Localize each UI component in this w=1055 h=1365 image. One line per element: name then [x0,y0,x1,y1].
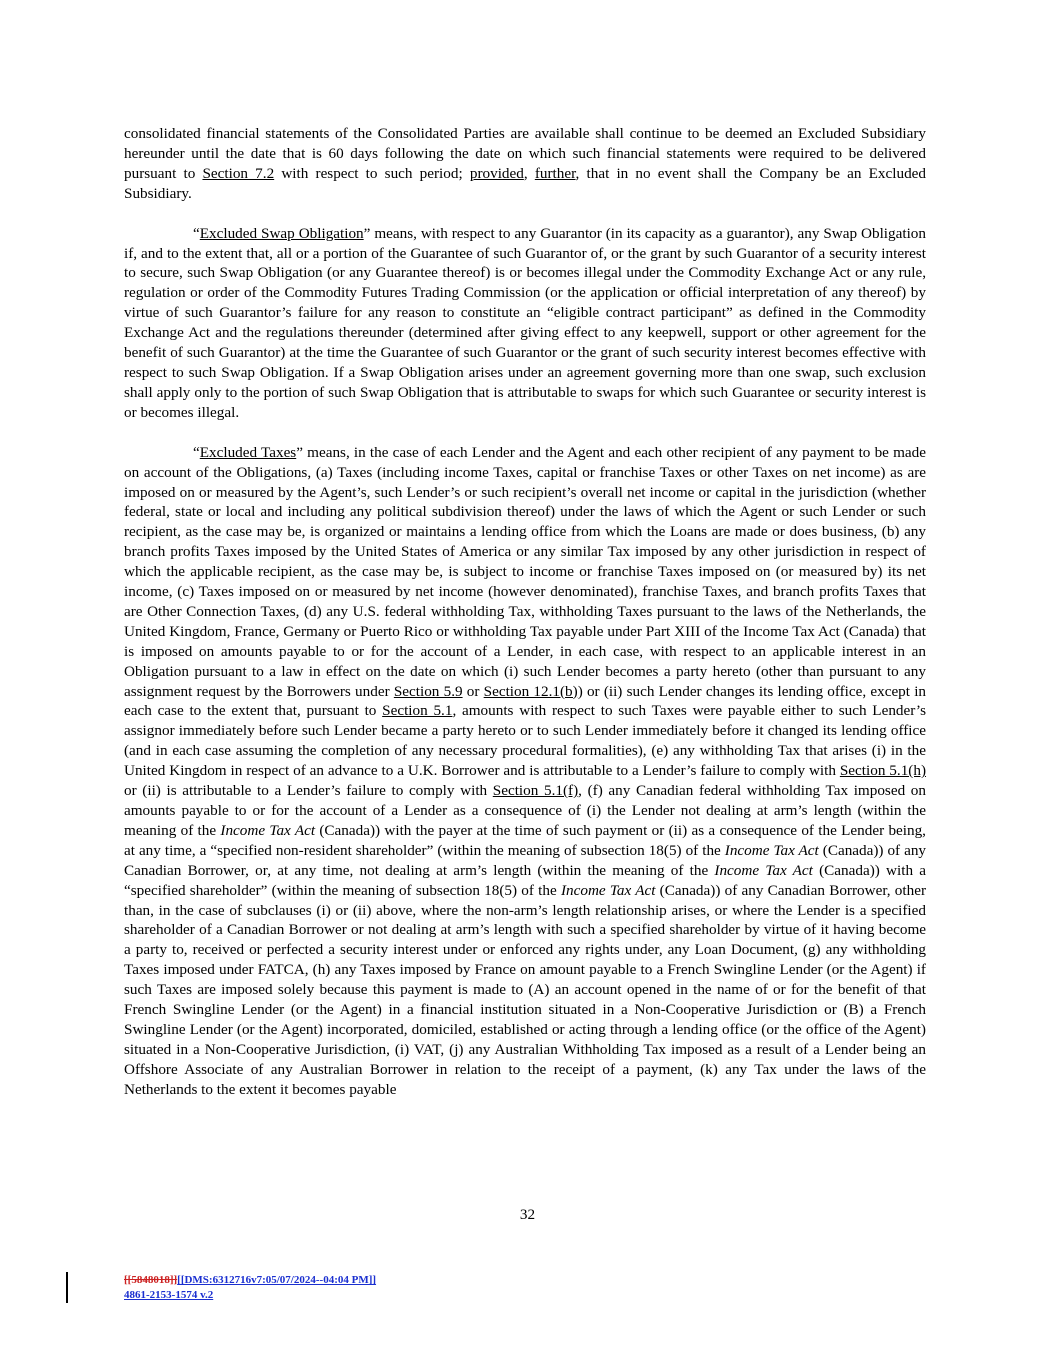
text: (Canada)) with a “specified shareholder” (within the meaning of subsection 18(5) of the [124,861,926,899]
defined-term: Excluded Taxes [199,443,297,461]
statute-name: Income Tax Act [714,861,813,879]
text: , amounts with respect to such Taxes were payable either to such Lender’s assignor immediately before such Lender became a party hereto or to such Lender immediately before it changed its lending office (and in each case assuming the completion of any necessary procedural formalities), (e) any withholding Tax that arises (i) in the United Kingdom in respect of an advance to a U.K. Borrower and is attributable to a Lender’s failure to comply with [124,702,926,780]
further-term: further [534,164,576,182]
text: , that in no event shall the Company be an Excluded Subsidiary. [124,164,926,202]
statute-name: Income Tax Act [560,881,656,899]
text: or (ii) is attributable to a Lender’s failure to comply with [124,782,493,800]
statute-name: Income Tax Act [724,841,819,859]
revision-change-bar [66,1272,68,1303]
document-footer [124,1273,376,1303]
text: ) or (ii) such Lender changes its lending office, except in each case to the extent that, pursuant to [124,682,927,720]
text: (Canada)) of any Canadian Borrower, or, at any time, not dealing at arm’s length (within the meaning of the [124,841,927,879]
text: consolidated financial statements of the Consolidated Parties are available shall continue to be deemed an Excluded Subsidiary hereunder until the date that is 60 days following the date on which such financial statements were required to be delivered pursuant to [124,125,926,182]
open-quote: “ [193,224,200,242]
page-body [124,124,926,1120]
text: with respect to such period; [274,164,470,182]
text: (Canada)) with the payer at the time of such payment or (ii) as a consequence of the Lender being, at any time, a “specified non-resident shareholder” (within the meaning of subsection 18(5) of the [124,821,926,859]
section-reference-link[interactable]: Section 5.1(f) [492,782,579,800]
deleted-dms-stamp: [[5848018]] [124,1274,178,1286]
page-number: 32 [519,1206,536,1223]
provided-term: provided [469,164,524,182]
statute-name: Income Tax Act [220,821,316,839]
inserted-dms-stamp: [[DMS:6312716v7:05/07/2024--04:04 PM]] [177,1274,377,1286]
text: (Canada)) of any Canadian Borrower, other than, in the case of subclauses (i) or (ii) above, where the non-arm’s length relationship arises, or where the Lender is a specified shareholder of a Canadian Borrower or not dealing at arm’s length with such a specified shareholder by virtue of it having become a party to, received or perfected a security interest under or enforced any rights under, any Loan Document, (g) any withholding Taxes imposed under FATCA, (h) any Taxes imposed by France on amount payable to a French Swingline Lender (or the Agent) if such Taxes are imposed solely because this payment is made to (A) an account opened in the name of or for the benefit of that French Swingline Lender (or the Agent) in a financial institution situated in a Non-Cooperative Jurisdiction or (B) a French Swingline Lender (or the Agent) incorporated, domiciled, established or acting through a lending office (or the office of the Agent) situated in a Non-Cooperative Jurisdiction, (i) VAT, (j) any Australian Withholding Tax imposed as a result of a Lender being an Offshore Associate of any Australian Borrower in relation to the receipt of a payment, (k) any Tax under the laws of the Netherlands to the extent it becomes payable [124,881,927,1098]
document-id: 4861-2153-1574 v.2 [124,1289,214,1301]
defined-term: Excluded Swap Obligation [199,224,364,242]
paragraph-excluded-taxes [124,443,926,1100]
text: , (f) any Canadian federal withholding Tax imposed on amounts payable to or for the account of a Lender as a consequence of (i) the Lender not dealing at arm’s length (within the meaning of the [124,782,926,839]
section-reference-link[interactable]: Section 12.1(b) [483,682,578,700]
definition-text: ” means, with respect to any Guarantor (in its capacity as a guarantor), any Swap Obligation if, and to the extent that, all or a portion of the Guarantee of such Guarantor of, or the grant by such Guarantor of a security interest to secure, such Swap Obligation (or any Guarantee thereof) is or becomes illegal under the Commodity Exchange Act or any rule, regulation or order of the Commodity Futures Trading Commission (or the application or official interpretation of any thereof) by virtue of such Guarantor’s failure for any reason to constitute an “eligible contract participant” as defined in the Commodity Exchange Act and the regulations thereunder (determined after giving effect to any keepwell, support or other agreement for the benefit of such Guarantor) at the time the Guarantee of such Guarantor or the grant of such security interest becomes effective with respect to such Swap Obligation. If a Swap Obligation arises under an agreement governing more than one swap, such exclusion shall apply only to the portion of such Swap Obligation that is attributable to swaps for which such Guarantee or security interest is or becomes illegal. [124,224,926,421]
dms-stamp-line [124,1273,376,1288]
open-quote: “ [193,443,200,461]
section-reference-link[interactable]: Section 5.1(h) [839,762,927,780]
paragraph-excluded-subsidiary-continuation [124,124,926,204]
section-reference-link[interactable]: Section 7.2 [202,164,275,182]
text: , [523,164,535,182]
text: ” means, in the case of each Lender and the Agent and each other recipient of any payment to be made on account of the Obligations, (a) Taxes (including income Taxes, capital or franchise Taxes or other Taxes on net income) as are imposed on or measured by the Agent’s, such Lender’s or such recipient’s overall net income or capital in the jurisdiction (whether federal, state or local and including any political subdivision thereof) under the laws of which the Agent or such Lender or such recipient, as the case may be, is organized or maintains a lending office from which the Loans are made or does business, (b) any branch profits Taxes imposed by the United States of America or any similar Tax imposed by any other jurisdiction in respect of which the applicable recipient, as the case may be, is subject to income or franchise Taxes imposed on (or measured by) its net income, (c) Taxes imposed on or measured by net income (however denominated), franchise Taxes, and branch profits Taxes that are Other Connection Taxes, (d) any U.S. federal withholding Tax, withholding Taxes pursuant to the laws of the Netherlands, the United Kingdom, France, Germany or Puerto Rico or withholding Tax payable under Part XIII of the Income Tax Act (Canada) that is imposed on amounts payable to or for the account of a Lender, in each case, with respect to an applicable interest in an Obligation pursuant to a law in effect on the date on which (i) such Lender becomes a party hereto (other than pursuant to any assignment request by the Borrowers under [124,443,926,700]
paragraph-excluded-swap-obligation [124,224,926,423]
section-reference-link[interactable]: Section 5.1 [382,702,453,720]
text: or [462,682,484,700]
section-reference-link[interactable]: Section 5.9 [393,682,463,700]
